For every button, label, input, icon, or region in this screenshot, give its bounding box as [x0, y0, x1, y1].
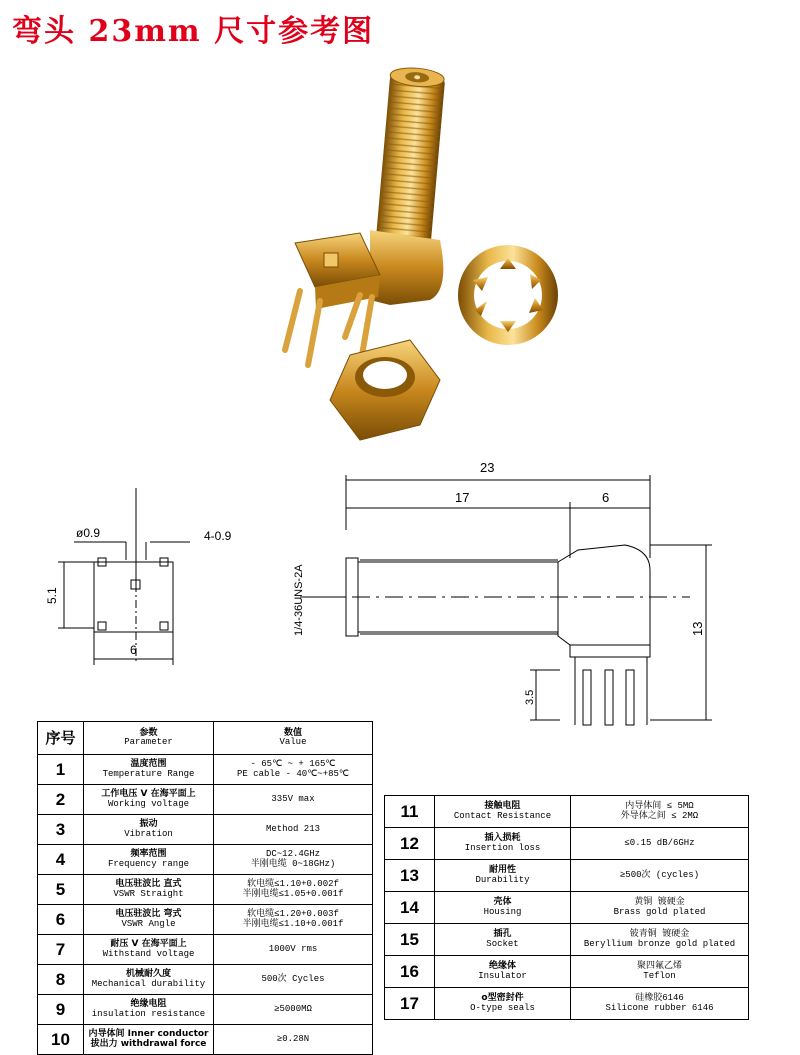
- param-name-cn: [38, 722, 84, 755]
- row-number: 9: [38, 995, 84, 1025]
- param-name-en: Insulator: [478, 970, 527, 981]
- dimension-drawing: [0, 440, 800, 730]
- param-name-cn: [571, 924, 749, 956]
- param-name-cn: [84, 905, 214, 935]
- spec-value: 半刚电缆≤1.05+0.001f: [242, 888, 344, 899]
- table-row: [38, 995, 373, 1025]
- param-name-cn: [435, 828, 571, 860]
- spec-value: Silicone rubber 6146: [605, 1002, 714, 1013]
- hex-nut-image: [330, 340, 440, 440]
- param-name-cn: 耐用性: [488, 865, 516, 876]
- param-name-cn: [84, 935, 214, 965]
- param-name-cn: 内导体间 Inner conductor: [88, 1029, 209, 1040]
- row-number: 17: [385, 988, 435, 1020]
- spec-value: 1000V rms: [268, 943, 318, 954]
- product-photo: [250, 55, 590, 445]
- param-name-en: Working voltage: [107, 798, 189, 809]
- param-name-cn: 绝缘体: [488, 961, 516, 972]
- spec-value: 335V max: [271, 793, 315, 804]
- table-row: [38, 905, 373, 935]
- param-name-en: Housing: [483, 906, 522, 917]
- param-name-en: Durability: [475, 874, 530, 885]
- param-name-cn: [214, 722, 373, 755]
- spec-value: 黄铜 镀硬金: [634, 897, 685, 908]
- dim-elbow: 6: [602, 490, 610, 505]
- param-name-cn: [214, 935, 373, 965]
- spec-value: ≥500次 (cycles): [619, 869, 700, 880]
- row-number: 13: [385, 860, 435, 892]
- dim-height-front: 5.1: [45, 587, 59, 604]
- table-row: [385, 796, 749, 828]
- param-name-cn: 振动: [139, 819, 158, 830]
- spec-value: 内导体间 ≤ 5MΩ: [625, 801, 694, 812]
- table-row: [38, 845, 373, 875]
- table-header-row: [38, 722, 373, 755]
- param-name-cn: 接触电阻: [484, 801, 521, 812]
- spec-value: ≥5000MΩ: [274, 1003, 312, 1014]
- param-name-cn: [214, 1025, 373, 1055]
- param-name-cn: [214, 785, 373, 815]
- row-number: 8: [38, 965, 84, 995]
- row-number: 14: [385, 892, 435, 924]
- dim-width-front: 6: [130, 643, 137, 657]
- spec-value: 500次 Cycles: [261, 973, 325, 984]
- param-name-cn: 电压驻波比 直式: [115, 879, 182, 890]
- param-name-cn: [84, 722, 214, 755]
- dim-body: 17: [455, 490, 470, 505]
- table-row: [38, 785, 373, 815]
- param-name-cn: [214, 815, 373, 845]
- param-name-cn: [84, 965, 214, 995]
- param-name-cn: [84, 845, 214, 875]
- param-name-cn: [571, 860, 749, 892]
- table-row: [38, 935, 373, 965]
- param-name-en: insulation resistance: [91, 1008, 206, 1019]
- param-name-cn: [435, 924, 571, 956]
- param-name-cn: 插入损耗: [484, 833, 521, 844]
- table-row: [385, 892, 749, 924]
- param-name-cn: 温度范围: [130, 759, 167, 770]
- spec-value: 硅橡胶6146: [635, 993, 684, 1004]
- param-name-en: Vibration: [124, 828, 173, 839]
- table-row: [38, 815, 373, 845]
- spec-value: Method 213: [265, 823, 320, 834]
- spec-value: 外导体之间 ≤ 2MΩ: [620, 810, 699, 821]
- param-name-cn: [214, 845, 373, 875]
- dim-thread: 1/4-36UNS-2A: [293, 564, 305, 636]
- table-row: [38, 1025, 373, 1055]
- param-name-en: Value: [279, 737, 307, 747]
- param-name-cn: 电压驻波比 弯式: [115, 909, 182, 920]
- spec-value: ≥0.28N: [276, 1033, 310, 1044]
- row-number: 6: [38, 905, 84, 935]
- row-number: 16: [385, 956, 435, 988]
- param-name-cn: [435, 860, 571, 892]
- table-row: [38, 875, 373, 905]
- param-name-cn: 耐压 V 在海平面上: [110, 939, 187, 950]
- param-name-cn: [84, 815, 214, 845]
- param-name-cn: [571, 796, 749, 828]
- spec-value: 半刚电缆≤1.10+0.001f: [242, 918, 344, 929]
- table-row: [385, 828, 749, 860]
- dim-overall: 23: [480, 460, 495, 475]
- param-name-cn: [214, 905, 373, 935]
- param-name-cn: [84, 785, 214, 815]
- spec-table-right: [384, 795, 749, 1020]
- param-name-cn: [571, 988, 749, 1020]
- table-row: [38, 755, 373, 785]
- connector-image: [375, 66, 445, 249]
- param-name-cn: [84, 995, 214, 1025]
- table-row: [385, 860, 749, 892]
- param-name-cn: [571, 892, 749, 924]
- spec-value: Beryllium bronze gold plated: [583, 938, 736, 949]
- table-row: [385, 988, 749, 1020]
- param-name-cn: 拔出力 withdrawal force: [90, 1038, 207, 1049]
- spec-table-left: [37, 721, 373, 1055]
- param-name-cn: 插孔: [493, 929, 512, 940]
- table-row: [38, 965, 373, 995]
- param-name-cn: [214, 965, 373, 995]
- param-name-cn: [84, 875, 214, 905]
- spec-value: 半刚电缆 0~18GHz): [250, 858, 336, 869]
- table-row: [385, 956, 749, 988]
- param-name-cn: [435, 892, 571, 924]
- row-number: 7: [38, 935, 84, 965]
- spec-value: DC~12.4GHz: [265, 849, 320, 860]
- param-name-en: Temperature Range: [102, 768, 195, 779]
- row-number: 5: [38, 875, 84, 905]
- param-name-cn: 频率范围: [130, 849, 167, 860]
- param-name-en: Mechanical durability: [91, 978, 206, 989]
- param-name-cn: 参数: [139, 727, 158, 738]
- row-number: 15: [385, 924, 435, 956]
- spec-value: - 65℃ ~ + 165℃: [250, 759, 336, 770]
- spec-value: ≤0.15 dB/6GHz: [624, 837, 695, 848]
- spec-value: 软电缆≤1.20+0.003f: [247, 909, 339, 920]
- dim-pin-length: 3.5: [524, 689, 536, 705]
- row-number: 10: [38, 1025, 84, 1055]
- spec-value: 铍青铜 镀硬金: [629, 929, 690, 940]
- param-name-en: Contact Resistance: [453, 810, 552, 821]
- row-number: 11: [385, 796, 435, 828]
- param-name-en: Withstand voltage: [102, 948, 195, 959]
- row-number: 2: [38, 785, 84, 815]
- spec-value: 软电缆≤1.10+0.002f: [247, 879, 339, 890]
- param-name-en: VSWR Straight: [113, 888, 184, 899]
- param-name-cn: [435, 988, 571, 1020]
- row-number: 1: [38, 755, 84, 785]
- param-name-en: VSWR Angle: [121, 918, 176, 929]
- param-name-en: Parameter: [124, 737, 173, 747]
- washer-image: [458, 245, 558, 345]
- dim-height: 13: [690, 621, 705, 636]
- param-name-cn: 壳体: [493, 897, 512, 908]
- param-name-cn: 工作电压 V 在海平面上: [101, 789, 196, 800]
- param-name-cn: [571, 828, 749, 860]
- param-name-cn: [214, 995, 373, 1025]
- spec-value: Teflon: [643, 970, 676, 981]
- param-name-en: Insertion loss: [464, 842, 541, 853]
- param-name-cn: [435, 956, 571, 988]
- param-name-en: Frequency range: [107, 858, 189, 869]
- param-name-cn: [84, 755, 214, 785]
- param-name-cn: [571, 956, 749, 988]
- page-title: 弯头 23mm 尺寸参考图: [12, 14, 375, 49]
- spec-value: PE cable - 40℃~+85℃: [236, 768, 350, 779]
- param-name-cn: 数值: [283, 727, 302, 738]
- param-name-cn: o型密封件: [481, 993, 524, 1004]
- row-number: 3: [38, 815, 84, 845]
- row-number: 4: [38, 845, 84, 875]
- param-name-cn: [214, 875, 373, 905]
- param-name-cn: [214, 755, 373, 785]
- dim-pin: 4-0.9: [204, 529, 232, 543]
- param-name-cn: 机械耐久度: [125, 969, 171, 980]
- param-name-en: Socket: [486, 938, 519, 949]
- param-name-cn: [435, 796, 571, 828]
- spec-value: Brass gold plated: [613, 906, 706, 917]
- dim-dia: ø0.9: [76, 526, 101, 540]
- spec-value: 聚四氟乙烯: [636, 961, 682, 972]
- row-number: 12: [385, 828, 435, 860]
- header-no: 序号: [45, 728, 76, 747]
- param-name-en: O-type seals: [470, 1002, 535, 1013]
- param-name-cn: [84, 1025, 214, 1055]
- table-row: [385, 924, 749, 956]
- param-name-cn: 绝缘电阻: [130, 999, 167, 1010]
